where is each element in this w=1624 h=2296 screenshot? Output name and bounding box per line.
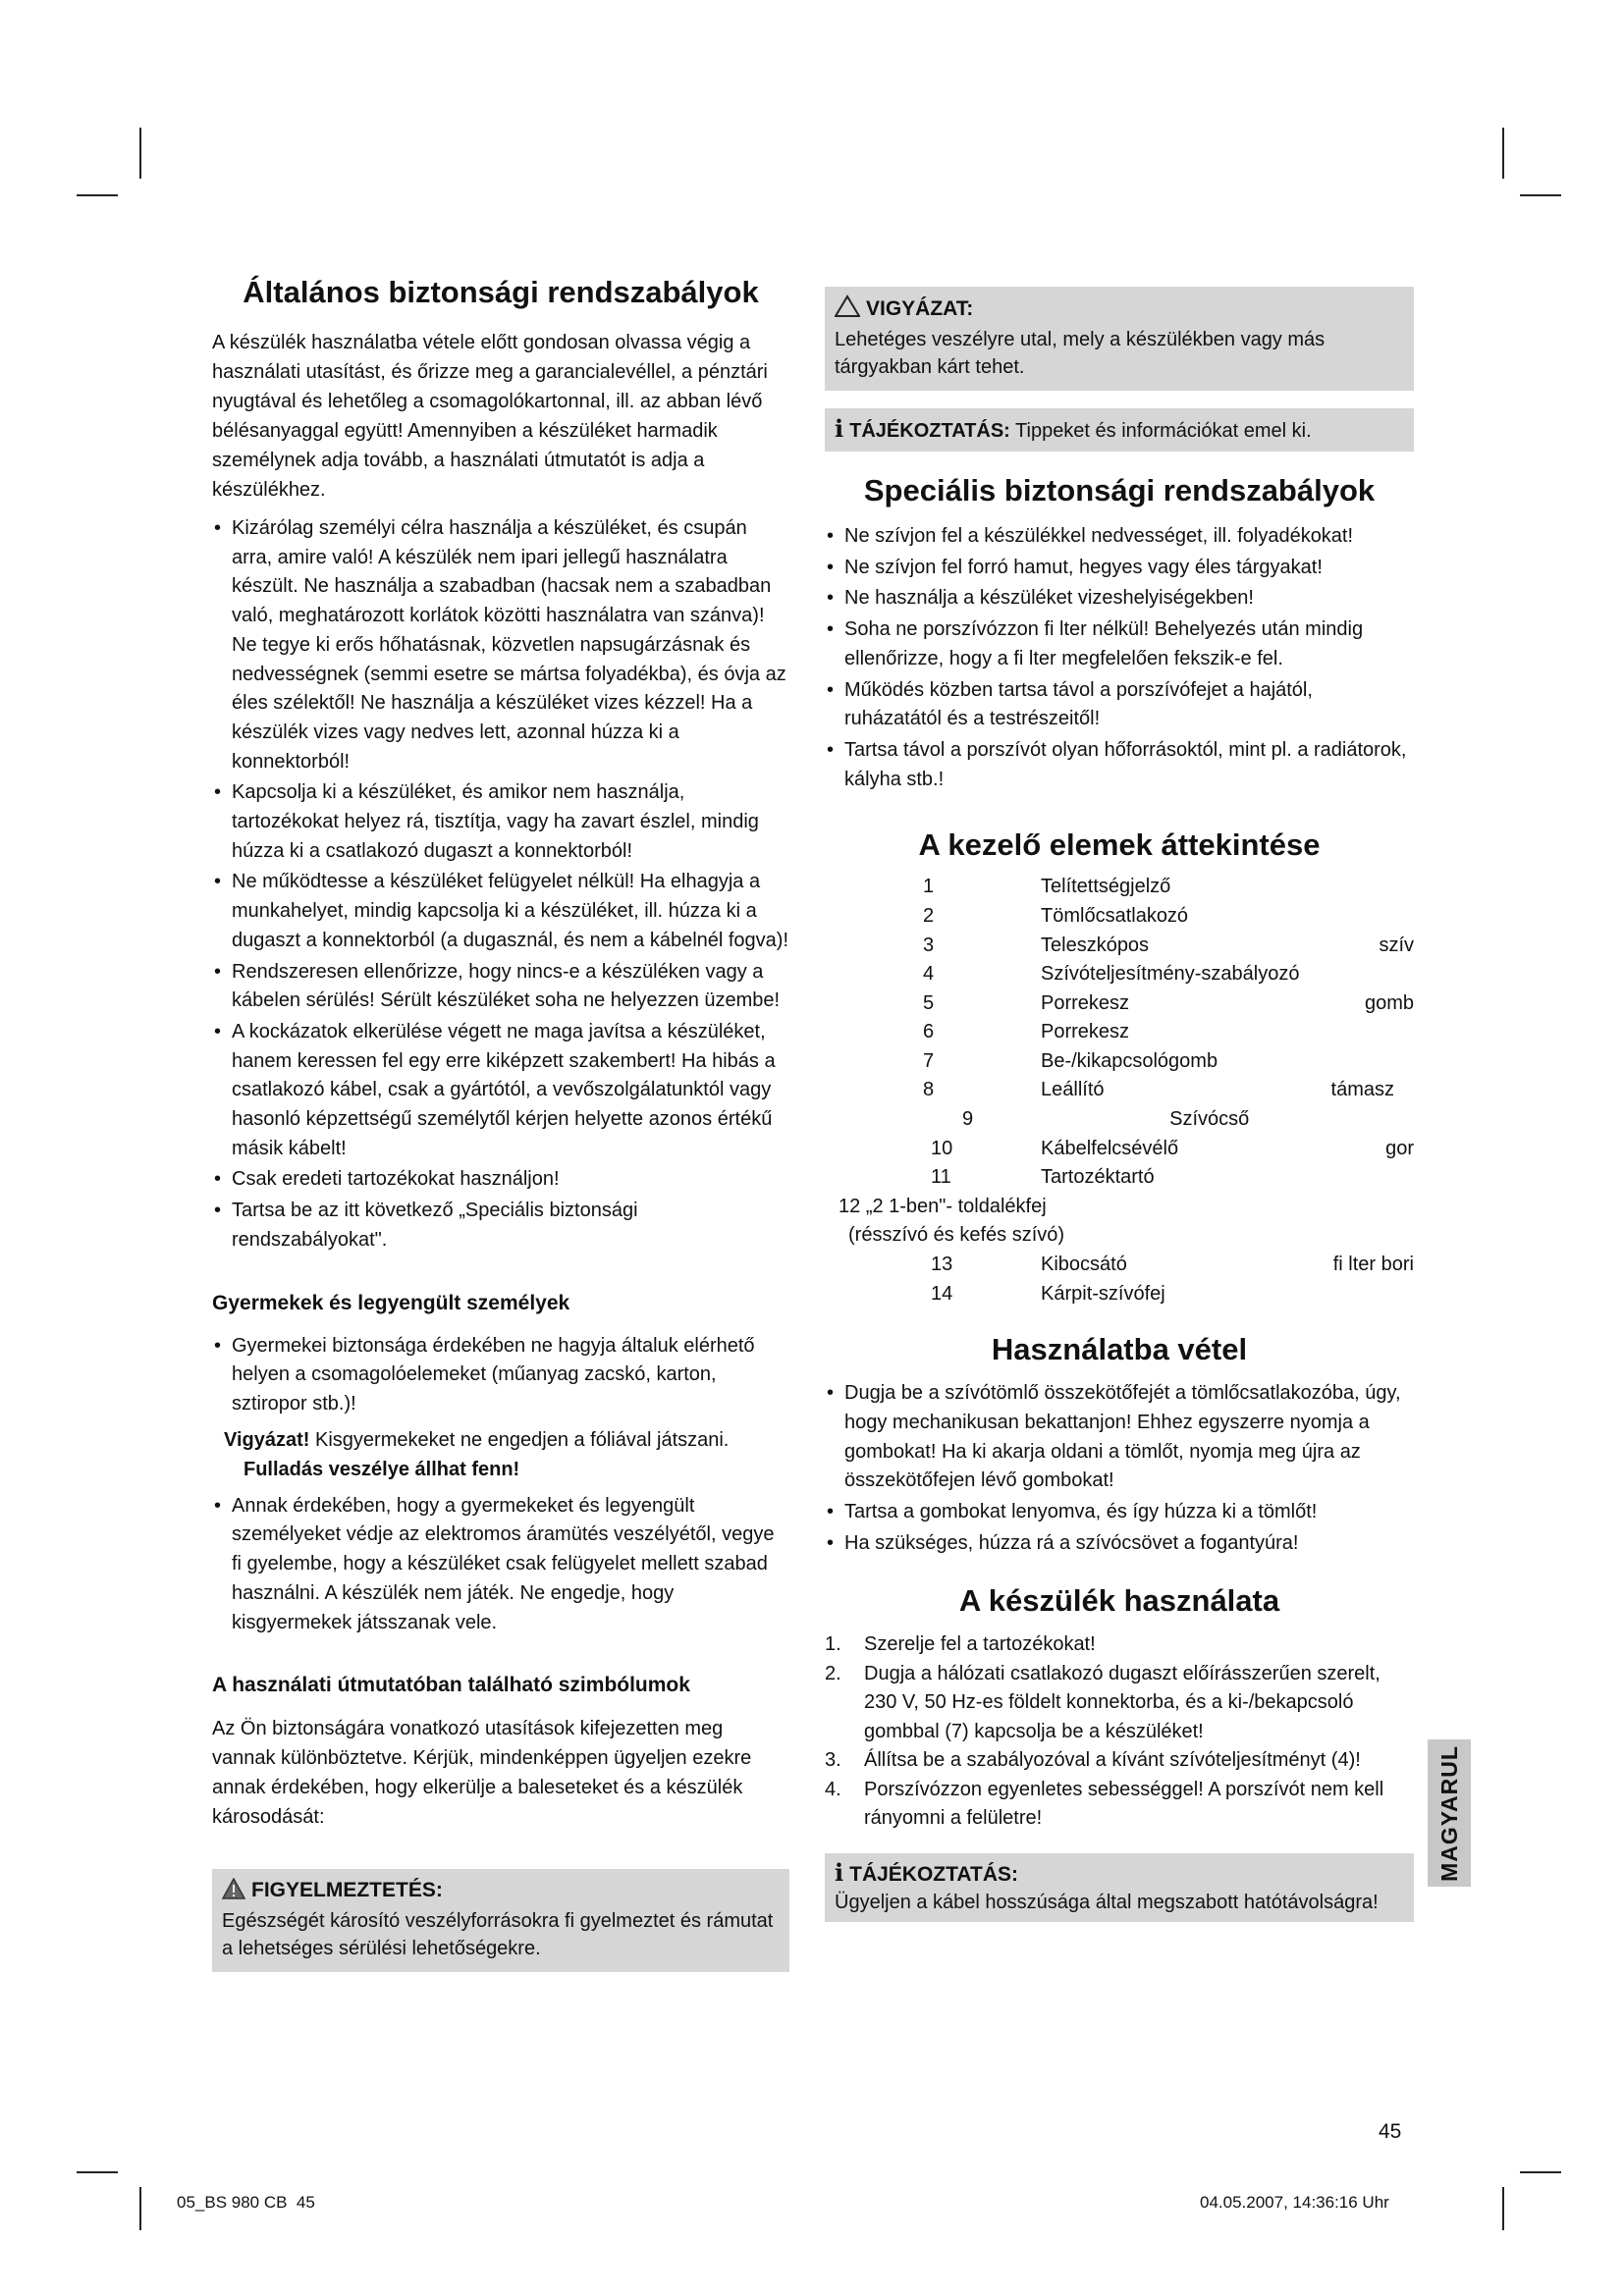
crop-mark xyxy=(1502,2187,1504,2230)
control-extra xyxy=(1324,1105,1414,1135)
control-number: 2 xyxy=(923,904,935,927)
control-label: Be-/kikapcsológomb xyxy=(1041,1049,1218,1072)
info-icon: i xyxy=(835,414,844,443)
step-text: Porszívózzon egyenletes sebességgel! A porszívót nem kell rányomni a felületre! xyxy=(864,1778,1384,1830)
caution-triangle-icon xyxy=(835,294,860,326)
control-extra: gor xyxy=(1385,1137,1414,1159)
controls-table xyxy=(825,873,1414,1308)
caution-text: Lehetéges veszélyre utal, mely a készülékben vagy más tárgyakban kárt tehet. xyxy=(835,329,1326,378)
step-text: Dugja a hálózati csatlakozó dugaszt előírásszerűen szerelt, 230 V, 50 Hz-es földelt konnektorba, és a ki-/bekapcsoló gombbal (7) kapcsolja be a készüléket! xyxy=(864,1662,1380,1742)
intro-paragraph: A készülék használatba vétele előtt gondosan olvassa végig a használati utasítást, és őrizze meg a garancialevéllel, a pénztári nyugtával és lehetőleg a csomagolókartonnal, ill. az abban lévő bélésanyaggal együtt! Amennyiben a készüléket harmadik személynek adja tovább, a használati útmutatót is adja a készülékhez. xyxy=(212,332,768,501)
step-number: 3. xyxy=(825,1749,841,1772)
general-safety-list xyxy=(212,514,789,1255)
setup-list xyxy=(825,1379,1414,1558)
step-text: Szerelje fel a tartozékokat! xyxy=(864,1633,1096,1656)
info-box-2 xyxy=(825,1853,1414,1922)
list-item xyxy=(825,1630,1414,1660)
control-label: Kibocsátó xyxy=(1041,1254,1127,1276)
children-warning xyxy=(212,1425,789,1484)
list-item: • Gyermekei biztonsága érdekében ne hagyja általuk elérhető helyen a csomagolóelemeket (műanyag zacskó, karton, sztiropor stb.)! xyxy=(212,1332,789,1419)
control-label: Kárpit-szívófej xyxy=(1041,1282,1165,1305)
footer-left: 05_BS 980 CB 45 xyxy=(177,2193,315,2212)
control-number: 9 xyxy=(962,1108,974,1131)
controls-title: A kezelő elemek áttekintése xyxy=(918,828,1321,863)
control-number: 10 xyxy=(931,1137,953,1159)
info-icon: i xyxy=(835,1857,844,1887)
children-heading: Gyermekek és legyengült személyek xyxy=(212,1291,570,1314)
control-number: 4 xyxy=(923,963,935,986)
control-extra: fi lter bori xyxy=(1332,1254,1414,1276)
list-item: • Rendszeresen ellenőrizze, hogy nincs-e a készüléken vagy a kábelen sérülés! Sérült készüléket soha ne helyezzen üzembe! xyxy=(212,958,789,1016)
children-list-2 xyxy=(212,1492,789,1638)
control-label: Leállító xyxy=(1041,1079,1105,1101)
control-number: 13 xyxy=(931,1254,953,1276)
table-row xyxy=(825,989,1414,1019)
step-text: Állítsa be a szabályozóval a kívánt szívóteljesítményt (4)! xyxy=(864,1749,1361,1772)
info-label: TÁJÉKOZTATÁS: xyxy=(849,420,1010,442)
control-number: 1 xyxy=(923,876,935,898)
list-item: • Soha ne porszívózzon fi lter nélkül! Behelyezés után mindig ellenőrizze, hogy a fi lter megfelelően fekszik-e fel. xyxy=(825,615,1414,673)
control-extra xyxy=(1324,1047,1414,1077)
crop-mark xyxy=(1502,128,1504,179)
warning-triangle-icon xyxy=(222,1878,245,1907)
control-label: Porrekesz xyxy=(1041,991,1130,1014)
step-number: 1. xyxy=(825,1633,841,1656)
setup-title: Használatba vétel xyxy=(991,1332,1248,1367)
children-warning-label: Vigyázat! xyxy=(224,1428,310,1451)
step-number: 2. xyxy=(825,1662,841,1684)
table-row xyxy=(825,1221,1414,1251)
info2-title: TÁJÉKOZTATÁS: xyxy=(849,1862,1019,1886)
table-row xyxy=(825,873,1414,902)
children-warning-text: Kisgyermekeket ne engedjen a fóliával játszani. xyxy=(309,1428,730,1451)
list-item: • Csak eredeti tartozékokat használjon! xyxy=(212,1165,789,1195)
list-item: • Kizárólag személyi célra használja a készüléket, és csupán arra, amire való! A készülék nem ipari jellegű használatra készült. Ne használja a szabadban (hacsak nem a szabadban való, meghatározott korlátok közötti használatra van szánva)! Ne tegye ki erős hőhatásnak, közvetlen napsugárzásnak és nedvességnek (semmi esetre se mártsa folyadékba), és óvja az éles szélektől! Ne használja a készüléket vizes kézzel! Ha a készülék vizes vagy nedves lett, azonnal húzza ki a konnektorból! xyxy=(212,514,789,776)
control-number: 5 xyxy=(923,991,935,1014)
control-label: Porrekesz xyxy=(1041,1021,1130,1043)
crop-mark xyxy=(139,128,141,179)
control-number: 3 xyxy=(923,934,935,956)
symbols-paragraph: Az Ön biztonságára vonatkozó utasítások kifejezetten meg vannak különböztetve. Kérjük, mindenképpen ügyeljen ezekre annak érdekében, hogy elkerülje a baleseteket és a készülék károsodását: xyxy=(212,1718,752,1829)
special-safety-title: Speciális biztonsági rendszabályok xyxy=(863,473,1376,507)
control-extra xyxy=(1324,902,1414,932)
control-number: 8 xyxy=(923,1079,935,1101)
right-column xyxy=(825,287,1414,1922)
table-row xyxy=(825,1047,1414,1077)
control-extra: gomb xyxy=(1364,991,1414,1014)
warning-box xyxy=(212,1869,789,1972)
list-item xyxy=(825,1746,1414,1776)
control-number: 14 xyxy=(931,1282,953,1305)
control-extra xyxy=(1324,1018,1414,1047)
language-label: MAGYARUL xyxy=(1435,1744,1462,1882)
control-number: 6 xyxy=(923,1021,935,1043)
control-extra: szív xyxy=(1379,934,1414,956)
info-text: Tippeket és információkat emel ki. xyxy=(1009,420,1312,442)
children-warning-bold: Fulladás veszélye állhat fenn! xyxy=(244,1458,520,1480)
caution-title: VIGYÁZAT: xyxy=(866,297,974,320)
list-item: • Ne szívjon fel a készülékkel nedvességet, ill. folyadékokat! xyxy=(825,522,1414,552)
page-number: 45 xyxy=(1379,2120,1402,2143)
left-column xyxy=(212,273,789,1972)
list-item: • Tartsa be az itt következő „Speciális biztonsági rendszabályokat". xyxy=(212,1197,789,1255)
list-item: • Tartsa a gombokat lenyomva, és így húzza ki a tömlőt! xyxy=(825,1498,1414,1527)
table-row xyxy=(825,1251,1414,1280)
table-row xyxy=(825,932,1414,961)
control-label: Szívóteljesítmény-szabályozó xyxy=(1041,963,1300,986)
list-item: • A kockázatok elkerülése végett ne maga javítsa a készüléket, hanem keressen fel egy erre kiképzett szakembert! Ha hibás a csatlakozó kábel, csak a gyártótól, a vevőszolgálatunktól vagy hasonló képzettségű személytől kérjen helyette azonos értékű másik kábelt! xyxy=(212,1018,789,1164)
general-safety-title: Általános biztonsági rendszabályok xyxy=(243,275,759,309)
caution-box xyxy=(825,287,1414,391)
table-row xyxy=(825,1018,1414,1047)
table-row xyxy=(825,1280,1414,1309)
table-row xyxy=(825,902,1414,932)
list-item: • Dugja be a szívótömlő összekötőfejét a tömlőcsatlakozóba, úgy, hogy mechanikusan bekattanjon! Ehhez egyszerre nyomja a gombokat! Ha ki akarja oldani a tömlőt, nyomja meg újra az összekötőfejen lévő gombokat! xyxy=(825,1379,1414,1496)
list-item: • Működés közben tartsa távol a porszívófejet a hajától, ruházatától és a testrészeitől! xyxy=(825,676,1414,734)
table-row xyxy=(825,1105,1414,1135)
list-item: • Ne szívjon fel forró hamut, hegyes vagy éles tárgyakat! xyxy=(825,554,1414,583)
control-extra xyxy=(1324,1280,1414,1309)
control-label: Telítettségjelző xyxy=(1041,876,1171,898)
control-label: Tartozéktartó xyxy=(1041,1166,1155,1189)
control-label: Kábelfelcsévélő xyxy=(1041,1137,1179,1159)
crop-mark xyxy=(139,2187,141,2230)
table-row xyxy=(825,1076,1414,1105)
control-label: Tömlőcsatlakozó xyxy=(1041,904,1189,927)
list-item: • Kapcsolja ki a készüléket, és amikor nem használja, tartozékokat helyez rá, tisztítja, vagy ha zavart észlel, mindig húzza ki a csatlakozó dugaszt a konnektorból! xyxy=(212,778,789,866)
control-label: Teleszkópos xyxy=(1041,934,1150,956)
crop-mark xyxy=(1520,2171,1561,2173)
crop-mark xyxy=(1520,194,1561,196)
list-item: • Tartsa távol a porszívót olyan hőforrásoktól, mint pl. a radiátorok, kályha stb.! xyxy=(825,736,1414,794)
warning-title: FIGYELMEZTETÉS: xyxy=(251,1879,443,1902)
language-side-tab xyxy=(1428,1739,1471,1887)
control-extra xyxy=(1324,960,1414,989)
control-number: 11 xyxy=(931,1166,951,1189)
control-label: (résszívó és kefés szívó) xyxy=(848,1224,1065,1247)
control-extra: támasz xyxy=(1330,1079,1394,1101)
control-number: 12 xyxy=(839,1195,861,1217)
control-extra xyxy=(1324,873,1414,902)
list-item xyxy=(825,1660,1414,1747)
table-row xyxy=(825,1135,1414,1164)
control-extra xyxy=(1324,1163,1414,1193)
warning-title-row xyxy=(222,1877,780,1907)
table-row xyxy=(825,1193,1414,1222)
list-item: • Ha szükséges, húzza rá a szívócsövet a fogantyúra! xyxy=(825,1529,1414,1559)
usage-steps xyxy=(825,1630,1414,1834)
table-row xyxy=(825,960,1414,989)
info2-text: Ügyeljen a kábel hosszúsága által megszabott hatótávolságra! xyxy=(835,1891,1379,1913)
info-box xyxy=(825,408,1414,452)
crop-mark xyxy=(77,194,118,196)
table-row xyxy=(825,1163,1414,1193)
symbols-heading: A használati útmutatóban található szimbólumok xyxy=(212,1674,690,1697)
special-safety-list xyxy=(825,522,1414,794)
footer-right: 04.05.2007, 14:36:16 Uhr xyxy=(1200,2193,1389,2212)
list-item: • Ne használja a készüléket vizeshelyiségekben! xyxy=(825,584,1414,614)
children-list xyxy=(212,1332,789,1419)
control-number: 7 xyxy=(923,1049,935,1072)
crop-mark xyxy=(77,2171,118,2173)
list-item xyxy=(825,1776,1414,1834)
list-item: • Ne működtesse a készüléket felügyelet nélkül! Ha elhagyja a munkahelyet, mindig kapcsolja ki a készüléket, ill. húzza ki a dugaszt a konnektorból (a dugasznál, és nem a kábelnél fogva)! xyxy=(212,868,789,955)
list-item: • Annak érdekében, hogy a gyermekeket és legyengült személyeket védje az elektromos áramütés veszélyétől, vegye fi gyelembe, hogy a készüléket csak felügyelet mellett szabad használni. A készülék nem játék. Ne engedje, hogy kisgyermekek játsszanak vele. xyxy=(212,1492,789,1638)
caution-title-row xyxy=(835,294,1404,326)
step-number: 4. xyxy=(825,1778,841,1800)
info2-title-row xyxy=(835,1859,1404,1889)
control-label: Szívócső xyxy=(1169,1108,1250,1131)
usage-title: A készülék használata xyxy=(958,1583,1280,1619)
warning-text: Egészségét károsító veszélyforrásokra fi gyelmeztet és rámutat a lehetséges sérülési lehetőségekre. xyxy=(222,1910,774,1960)
control-label: „2 1-ben"- toldalékfej xyxy=(865,1195,1047,1217)
